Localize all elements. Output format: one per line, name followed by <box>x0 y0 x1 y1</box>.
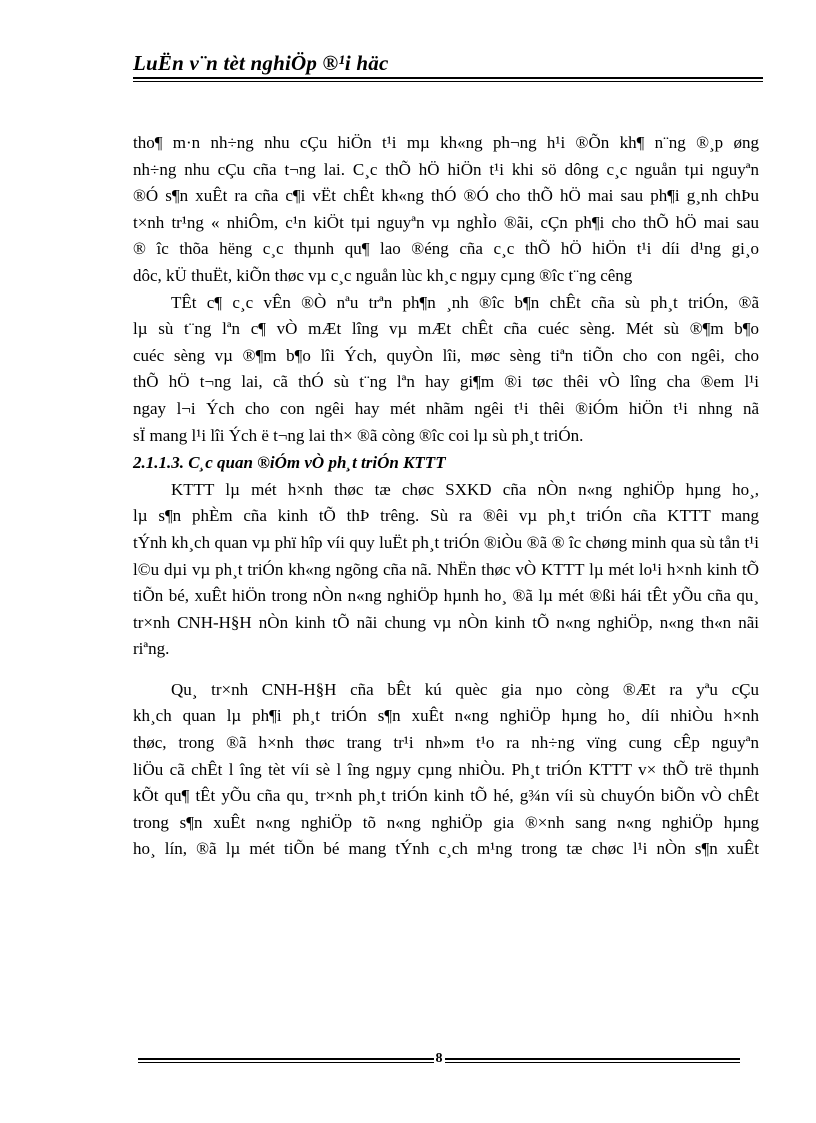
paragraph-line: lµ s¶n phÈm cña kinh tÕ thÞ trêng. Sù ra ®êi vµ ph¸t triÓn cña KTTT mang <box>133 506 759 526</box>
paragraph-line: sÏ mang l¹i lîi Ých ë t¬ng lai th× ®ã còng ®îc coi lµ sù ph¸t triÓn. <box>133 425 584 445</box>
page-header <box>133 50 763 82</box>
header-rule-thin <box>133 81 763 82</box>
page-number-value: 8 <box>435 1051 443 1066</box>
paragraph-line: nh÷ng nhu cÇu cña t¬ng lai. C¸c thÕ hÖ hiÖn t¹i khi sö dông c¸c nguån tµi nguyªn <box>133 159 759 179</box>
paragraph-line: kh¸ch quan lµ ph¶i ph¸t triÓn s¶n xuÊt n«ng nghiÖp hµng ho¸ díi nhiÒu h×nh <box>133 706 759 726</box>
section-heading: 2.1.1.3. C¸c quan ®iÓm vÒ ph¸t triÓn KTTT <box>133 453 446 473</box>
document-body <box>133 130 759 863</box>
paragraph-2 <box>133 290 759 450</box>
paragraph-line: thøc, trong ®ã h×nh thøc trang tr¹i nh»m t¹o ra nh÷ng vïng cung cÊp nguyªn <box>133 733 759 753</box>
paragraph-line: ngay l¬i Ých cho con ngêi hay mét nhãm ngêi t¹i thêi ®iÓm hiÖn t¹i nhng nã <box>133 398 759 418</box>
paragraph-line: thÕ hÖ t¬ng lai, cã thÓ sù t¨ng lªn hay gi¶m ®i tøc thêi vÒ lîng cha ®em l¹i <box>133 372 759 392</box>
paragraph-line: tÝnh kh¸ch quan vµ phï hîp víi quy luËt ph¸t triÓn ®iÒu ®ã ® îc chøng minh qua sù tån t¹i <box>133 532 759 552</box>
paragraph-line: TÊt c¶ c¸c vÊn ®Ò nªu trªn ph¶n ¸nh ®îc b¶n chÊt cña sù ph¸t triÓn, ®ã <box>171 292 759 312</box>
paragraph-line: kÕt qu¶ tÊt yÕu cña qu¸ tr×nh ph¸t triÓn kinh tÕ hé, g¾n víi sù chuyÓn biÕn vÒ chÊt <box>133 786 759 806</box>
paragraph-line: tr×nh CNH-H§H nÒn kinh tÕ nãi chung vµ nÒn kinh tÕ n«ng nghiÖp, n«ng th«n nãi <box>133 612 759 632</box>
paragraph-line: trong s¶n xuÊt n«ng nghiÖp tõ n«ng nghiÖp gia ®×nh sang n«ng nghiÖp hµng <box>133 812 759 832</box>
paragraph-line: ® îc thõa hëng c¸c thµnh qu¶ lao ®éng cña c¸c thÕ hÖ hiÖn t¹i díi d¹ng gi¸o <box>133 239 759 259</box>
paragraph-line: lµ sù t¨ng lªn c¶ vÒ mÆt lîng vµ mÆt chÊt cña cuéc sèng. Mét sù ®¶m b¶o <box>133 319 759 339</box>
paragraph-line: ®Ó s¶n xuÊt ra cña c¶i vËt chÊt kh«ng thÓ ®Ó cho thÕ hÖ mai sau ph¶i g¸nh chÞu <box>133 186 759 206</box>
header-rule-thick <box>133 77 763 79</box>
paragraph-line: liÖu cã chÊt l îng tèt víi sè l îng ngµy cµng nhiÒu. Ph¸t triÓn KTTT v× thÕ trë thµnh <box>133 759 759 779</box>
paragraph-gap <box>133 663 759 677</box>
paragraph-line: tiÕn bé, xuÊt hiÖn trong nÒn n«ng nghiÖp hµnh ho¸ ®ã lµ mét ®ßi hái tÊt yÕu cña qu¸ <box>133 586 759 606</box>
paragraph-line: KTTT lµ mét h×nh thøc tæ chøc SXKD cña nÒn n«ng nghiÖp hµng ho¸, <box>171 479 759 499</box>
paragraph-line: cuéc sèng vµ ®¶m b¶o lîi Ých, quyÒn lîi, møc sèng tiªn tiÕn cho con ngêi, cho <box>133 345 759 365</box>
page-number <box>138 1052 740 1066</box>
paragraph-line: ho¸ lín, ®ã lµ mét tiÕn bé mang tÝnh c¸ch m¹ng trong tæ chøc l¹i nÒn s¶n xuÊt <box>133 839 759 859</box>
paragraph-line: riªng. <box>133 639 170 659</box>
paragraph-line: t×nh tr¹ng « nhiÔm, c¹n kiÖt tµi nguyªn vµ nghÌo ®ãi, cÇn ph¶i cho thÕ hÖ mai sau <box>133 212 759 232</box>
paragraph-line: Qu¸ tr×nh CNH-H§H cña bÊt kú quèc gia nµo còng ®Æt ra yªu cÇu <box>171 679 759 699</box>
paragraph-3 <box>133 477 759 663</box>
paragraph-line: l©u dµi vµ ph¸t triÓn kh«ng ngõng cña nã. NhËn thøc vÒ KTTT lµ mét lo¹i h×nh kinh tÕ <box>133 559 759 579</box>
paragraph-line: dôc, kÜ thuËt, kiÕn thøc vµ c¸c nguån lùc kh¸c ngµy cµng ®îc t¨ng cêng <box>133 265 633 285</box>
paragraph-1 <box>133 130 759 290</box>
page-footer <box>138 1051 740 1066</box>
header-title: LuËn v¨n tèt nghiÖp ®¹i häc <box>133 51 389 75</box>
paragraph-line: tho¶ m·n nh÷ng nhu cÇu hiÖn t¹i mµ kh«ng ph¬ng h¹i ®Õn kh¶ n¨ng ®¸p øng <box>133 133 759 152</box>
paragraph-4 <box>133 677 759 863</box>
